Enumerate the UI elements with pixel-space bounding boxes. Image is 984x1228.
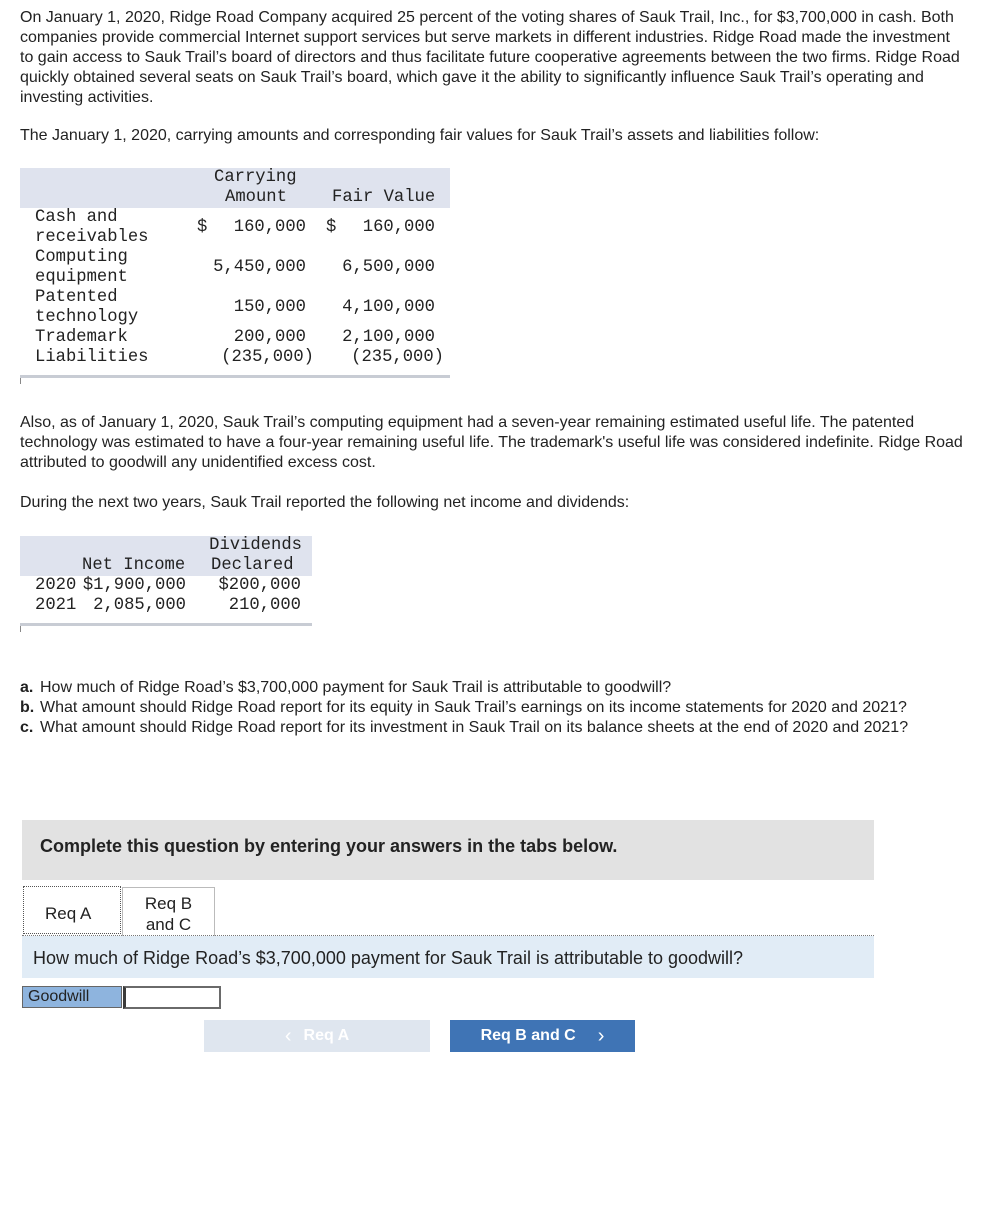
question-letter: b. — [20, 699, 35, 716]
tab-label: Req B and C — [144, 894, 193, 934]
question-item — [20, 698, 965, 718]
dividends-value: 210,000 — [228, 596, 301, 615]
question-item — [20, 678, 965, 698]
goodwill-label: Goodwill — [22, 986, 122, 1008]
next-req-b-and-c-button[interactable] — [450, 1020, 635, 1052]
dollar-sign: $ — [326, 218, 337, 237]
net-income-value: $1,900,000 — [82, 576, 186, 595]
fair-value: 160,000 — [362, 218, 435, 237]
header-dividends: Dividends — [209, 536, 302, 555]
question-prompt-panel — [22, 936, 874, 978]
carrying-fair-value-table — [20, 166, 450, 386]
income-table-lead: During the next two years, Sauk Trail reported the following net income and dividends: — [20, 494, 630, 511]
carrying-value: (235,000) — [221, 348, 314, 367]
carrying-value: 150,000 — [233, 298, 306, 317]
question-text: What amount should Ridge Road report for its equity in Sauk Trail’s earnings on its income statements for 2020 and 2021? — [40, 699, 907, 716]
dividends-value: $200,000 — [218, 576, 301, 595]
row-label: equipment — [35, 268, 128, 287]
carrying-value: 5,450,000 — [213, 258, 306, 277]
tab-req-a[interactable] — [23, 886, 121, 934]
chevron-right-icon: › — [597, 1024, 605, 1047]
fair-value: (235,000) — [351, 348, 444, 367]
header-fair-value: Fair Value — [332, 188, 436, 207]
carrying-value: 160,000 — [233, 218, 306, 237]
header-net-income: Net Income — [82, 556, 186, 575]
banner-text: Complete this question by entering your answers in the tabs below. — [40, 836, 618, 856]
year-label: 2021 — [35, 596, 77, 615]
question-letter: c. — [20, 719, 34, 736]
carrying-value: 200,000 — [233, 328, 306, 347]
intro-table-lead: The January 1, 2020, carrying amounts and corresponding fair values for Sauk Trail’s assets and liabilities follow: — [20, 127, 820, 144]
header-declared: Declared — [211, 556, 294, 575]
header-carrying: Carrying — [214, 168, 297, 187]
row-label: Computing — [35, 248, 128, 267]
question-text: How much of Ridge Road’s $3,700,000 payment for Sauk Trail is attributable to goodwill? — [40, 679, 672, 696]
row-label: Trademark — [35, 328, 128, 347]
row-label: receivables — [35, 228, 149, 247]
question-letter: a. — [20, 679, 34, 696]
tab-label: Req A — [45, 904, 92, 923]
row-label: Cash and — [35, 208, 118, 227]
tab-req-b-and-c[interactable] — [122, 887, 215, 936]
net-income-value: 2,085,000 — [93, 596, 186, 615]
goodwill-input[interactable] — [123, 986, 221, 1009]
prev-label: Req A — [303, 1027, 350, 1044]
net-income-dividends-table — [20, 534, 312, 634]
chevron-left-icon: ‹ — [284, 1024, 292, 1047]
instructions-banner — [22, 820, 874, 880]
intro-paragraph: On January 1, 2020, Ridge Road Company acquired 25 percent of the voting shares of Sauk Trail, Inc., for $3,700,000 in cash. Both companies provide commercial Internet support services but serve markets in different industries. Ridge Road made the investment to gain access to Sauk Trail’s board of directors and thus facilitate future cooperative agreements between the two firms. Ridge Road quickly obtained several seats on Sauk Trail’s board, which gave it the ability to significantly influence Sauk Trail’s operating and investing activities. — [20, 9, 960, 106]
table-bottom-rule — [20, 375, 450, 378]
question-prompt: How much of Ridge Road’s $3,700,000 payment for Sauk Trail is attributable to goodwill? — [33, 948, 744, 968]
fair-value: 2,100,000 — [342, 328, 435, 347]
prev-req-a-button[interactable] — [204, 1020, 430, 1052]
question-list — [20, 678, 965, 738]
header-amount: Amount — [225, 188, 287, 207]
next-label: Req B and C — [480, 1027, 576, 1044]
useful-life-paragraph: Also, as of January 1, 2020, Sauk Trail’s computing equipment had a seven-year remaining estimated useful life. The patented technology was estimated to have a four-year remaining useful life. The trademark's useful life was considered indefinite. Ridge Road attributed to goodwill any unidentified excess cost. — [20, 414, 963, 471]
row-label: Patented — [35, 288, 118, 307]
question-text: What amount should Ridge Road report for its investment in Sauk Trail on its balance sheets at the end of 2020 and 2021? — [40, 719, 909, 736]
fair-value: 6,500,000 — [342, 258, 435, 277]
dollar-sign: $ — [197, 218, 208, 237]
question-item — [20, 718, 965, 738]
row-label: technology — [35, 308, 139, 327]
row-label: Liabilities — [35, 348, 149, 367]
fair-value: 4,100,000 — [342, 298, 435, 317]
year-label: 2020 — [35, 576, 77, 595]
table-bottom-rule — [20, 623, 312, 626]
